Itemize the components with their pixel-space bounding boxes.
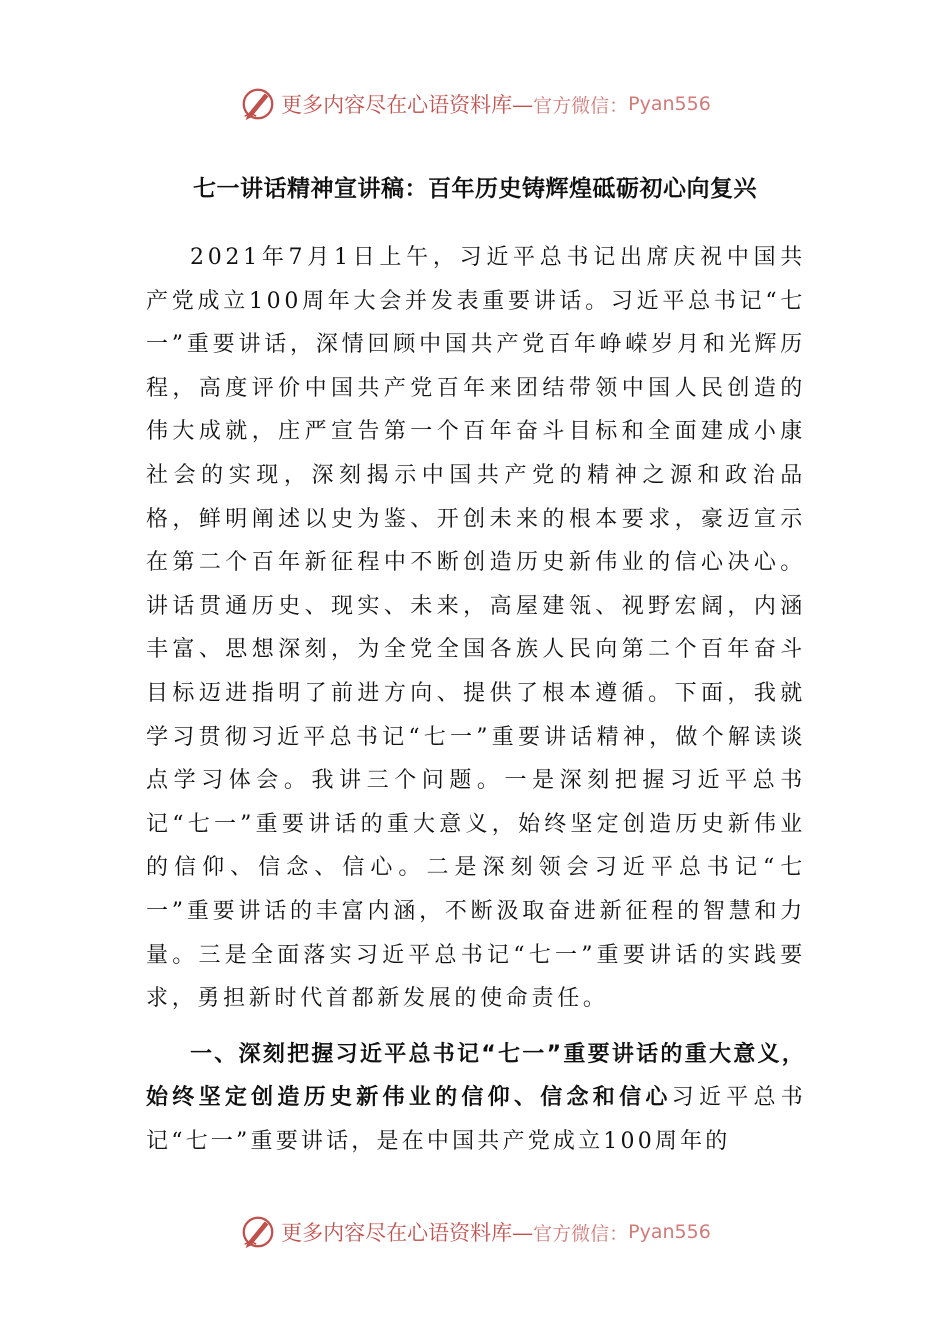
watermark-wechat-id: Pyan556 <box>628 1221 711 1243</box>
section-1-heading: 一、深刻把握习近平总书记“七一”重要讲话的重大意义，始终坚定创造历史新伟业的信仰、信念和信心 <box>146 1041 806 1111</box>
section-1-paragraph <box>146 1033 806 1164</box>
document-title: 七一讲话精神宣讲稿：百年历史铸辉煌砥砺初心向复兴 <box>193 176 757 202</box>
watermark-text: 更多内容尽在心语资料库— <box>281 1221 534 1245</box>
watermark-header <box>0 84 950 124</box>
watermark-text: 更多内容尽在心语资料库— <box>281 93 534 117</box>
document-body <box>146 236 806 1185</box>
pen-circle-logo-icon <box>239 85 277 123</box>
watermark-wechat-label: 官方微信： <box>533 1222 629 1245</box>
watermark-wechat-label: 官方微信： <box>533 94 629 117</box>
watermark-footer <box>0 1212 950 1252</box>
section-1-text: 习近平总书记“七一”重要讲话，是在中国共产党成立100周年的 <box>146 1085 806 1154</box>
intro-paragraph: 2021年7月1日上午，习近平总书记出席庆祝中国共产党成立100周年大会并发表重要讲话。习近平总书记“七一”重要讲话，深情回顾中国共产党百年峥嵘岁月和光辉历程，高度评价中国共产党百年来团结带领中国人民创造的伟大成就，庄严宣告第一个百年奋斗目标和全面建成小康社会的实现，深刻揭示中国共产党的精神之源和政治品格，鲜明阐述以史为鉴、开创未来的根本要求，豪迈宣示在第二个百年新征程中不断创造历史新伟业的信心决心。讲话贯通历史、现实、未来，高屋建瓴、视野宏阔，内涵丰富、思想深刻，为全党全国各族人民向第二个百年奋斗目标迈进指明了前进方向、提供了根本遵循。下面，我就学习贯彻习近平总书记“七一”重要讲话精神，做个解读谈点学习体会。我讲三个问题。一是深刻把握习近平总书记“七一”重要讲话的重大意义，始终坚定创造历史新伟业的信仰、信念、信心。二是深刻领会习近平总书记“七一”重要讲话的丰富内涵，不断汲取奋进新征程的智慧和力量。三是全面落实习近平总书记“七一”重要讲话的实践要求，勇担新时代首都新发展的使命责任。 <box>146 245 806 1012</box>
pen-circle-logo-icon <box>239 1213 277 1251</box>
watermark-wechat-id: Pyan556 <box>628 93 711 115</box>
